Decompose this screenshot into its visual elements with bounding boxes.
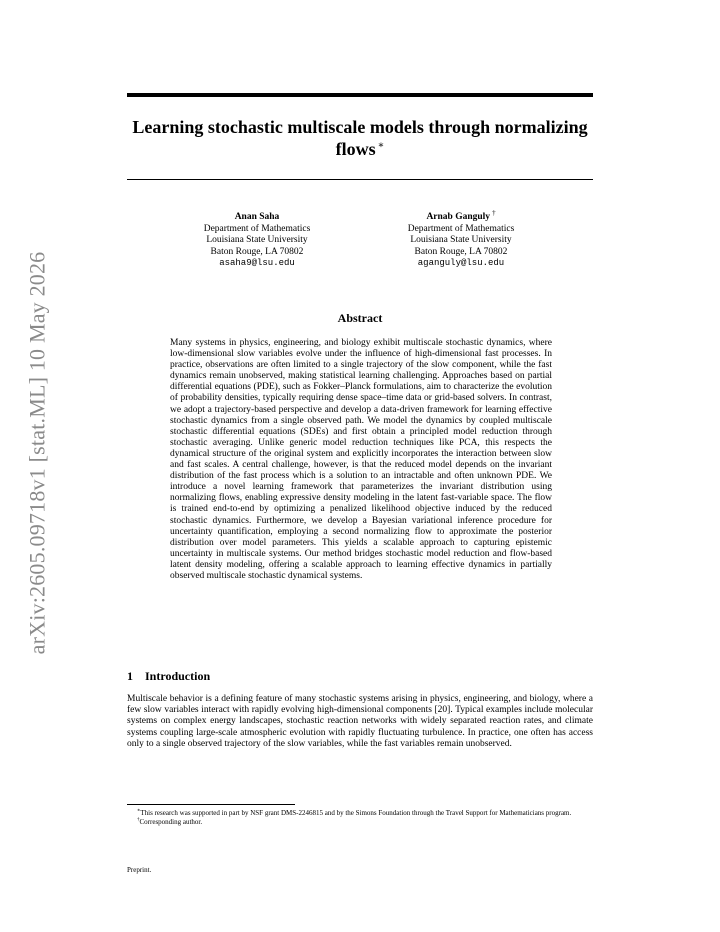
corresponding-author-mark: † [492,208,496,217]
author-email: asaha9@lsu.edu [219,258,295,268]
author-department: Department of Mathematics [203,223,311,234]
title-bottom-rule [127,179,593,180]
footnote-corresponding: †Corresponding author. [137,817,203,826]
abstract-text: Many systems in physics, engineering, and biology exhibit multiscale stochastic dynamics, where low-dimensional slow variables evolve under the influence of high-dimensional fast processes. In practice, observations are often limited to a single trajectory of the slow component, while the fast dynamics remain unobserved, making statistical learning challenging. Approaches based on partial differential equations (PDE), such as Fokker–Planck formulations, aim to characterize the evolution of probability densities, typically requiring dense space–time data or grid-based solvers. In contrast, we adopt a trajectory-based perspective and develop a data-driven framework for learning effective stochastic dynamics from a single observed path. We model the dynamics by coupled multiscale stochastic differential equations (SDEs) and first obtain a principled model reduction through stochastic averaging. Unlike generic model reduction techniques like PCA, this respects the dynamical structure of the original system and explicitly incorporates the interaction between slow and fast scales. A central challenge, however, is that the reduced model depends on the invariant distribution of the fast process which is a solution to an intractable and often unknown PDE. We introduce a novel learning framework that parameterizes the invariant distribution using normalizing flows, enabling expressive density modeling in the latent fast-variable space. The flow is trained end-to-end by optimizing a penalized likelihood objective induced by the reduced stochastic dynamics. Furthermore, we develop a Bayesian variational inference procedure for uncertainty quantification, employing a second normalizing flow to approximate the posterior distribution over model parameters. This yields a scalable approach to capturing epistemic uncertainty in multiscale systems. Our method bridges stochastic model reduction and flow-based latent density modeling, offering a scalable approach to learning effective dynamics in partially observed multiscale stochastic dynamical systems. [170,338,552,581]
section-number: 1 [127,669,133,683]
author-email: aganguly@lsu.edu [417,258,505,268]
footnote-mark: ∗ [137,808,141,814]
preprint-label: Preprint. [127,866,152,874]
author-name: Arnab Ganguly † [426,208,496,222]
author-address: Baton Rouge, LA 70802 [210,246,304,257]
author-block-1 [172,212,342,270]
arxiv-identifier: arXiv:2605.09718v1 [stat.ML] 10 May 2026 [24,251,50,655]
footnotes [127,809,593,827]
title-top-rule [127,93,593,97]
author-address: Baton Rouge, LA 70802 [414,246,508,257]
author-university: Louisiana State University [410,235,512,245]
abstract-heading: Abstract [337,311,383,325]
author-university: Louisiana State University [206,235,308,245]
section-heading [127,669,210,684]
section-title: Introduction [145,669,211,683]
paper-title-text: Learning stochastic multiscale models through normalizing flows [132,117,588,159]
footnote-mark: † [137,817,140,823]
introduction-text: Multiscale behavior is a defining feature of many stochastic systems arising in physics, engineering, and biology, where a few slow variables interact with rapidly evolving high-dimensional components [20]. Typical examples include molecular systems on complex energy landscapes, stochastic reaction networks with widely separated reaction rates, and climate systems coupling large-scale atmospheric evolution with rapidly fluctuating turbulence. In practice, one often has access only to a single observed trajectory of the slow variables, while the fast variables remain unobserved. [127,694,593,749]
footnote-rule [127,804,295,805]
author-department: Department of Mathematics [407,223,515,234]
arxiv-stamp [22,248,52,658]
title-footnote-mark: ∗ [377,140,385,151]
author-name: Anan Saha [234,212,280,222]
paper-title [127,116,593,160]
footnote-funding: ∗This research was supported in part by NSF grant DMS-2246815 and by the Simons Foundation through the Travel Support for Mathematicians program. [137,808,572,817]
author-block-2 [376,208,546,270]
